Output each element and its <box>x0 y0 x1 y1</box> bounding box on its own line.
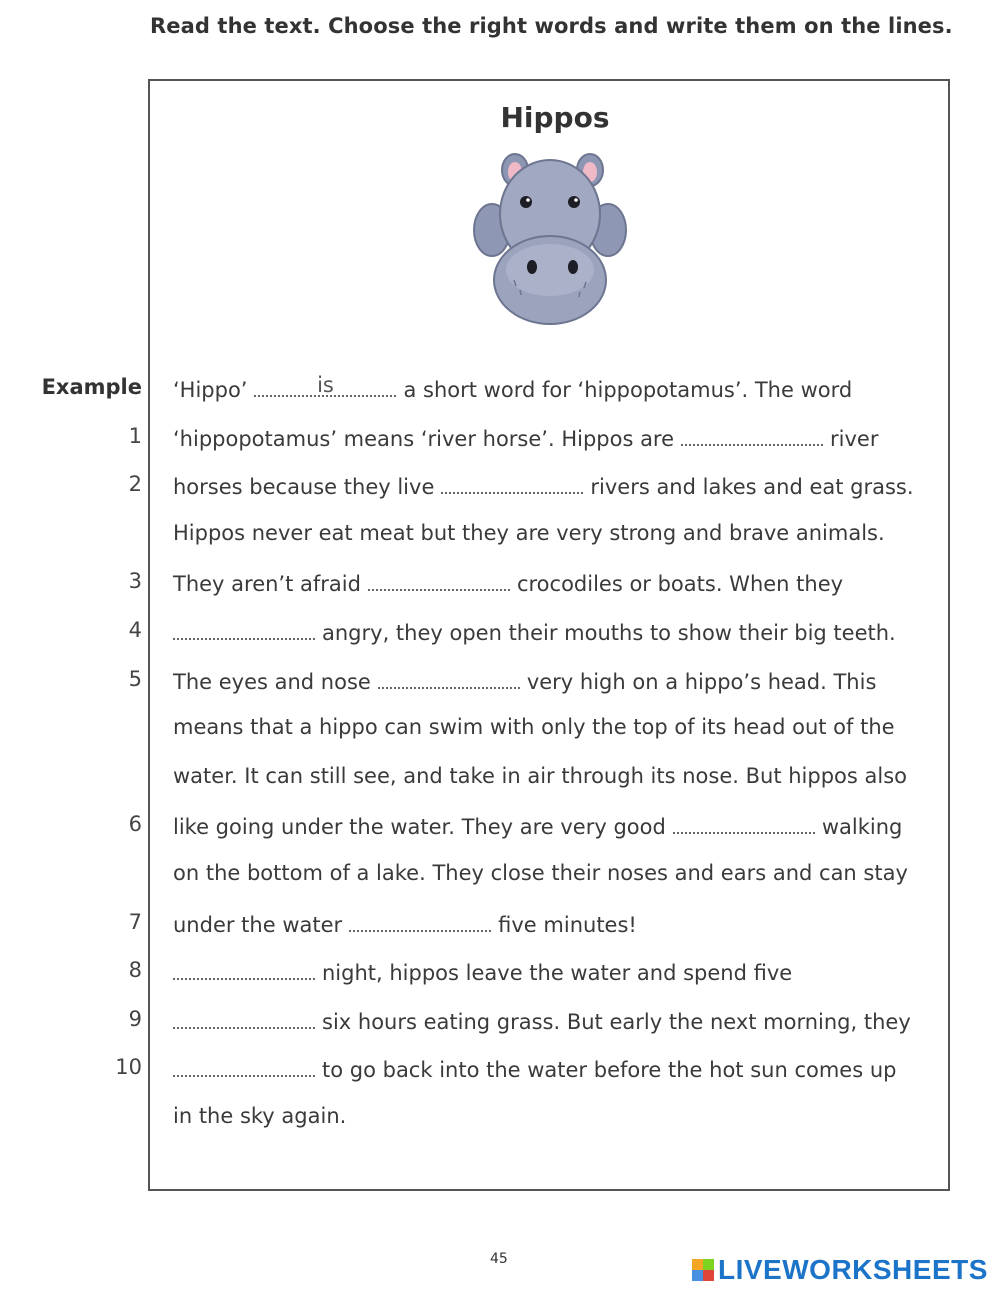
item-number: 5 <box>128 666 142 691</box>
answer-blank[interactable] <box>441 472 583 494</box>
answer-blank[interactable] <box>349 910 491 932</box>
row-text <box>173 569 843 596</box>
instructions: Read the text. Choose the right words and write them on the lines. <box>150 14 953 38</box>
item-number: 6 <box>128 812 142 837</box>
text-fragment: to go back into the water before the hot sun comes up <box>322 1058 897 1083</box>
text-fragment: water. It can still see, and take in air through its nose. But hippos also <box>173 763 907 788</box>
answer-blank[interactable] <box>378 667 520 689</box>
text-fragment: like going under the water. They are very good <box>173 815 666 840</box>
text-row <box>0 715 1000 759</box>
text-fragment: very high on a hippo’s head. This <box>526 669 877 694</box>
row-text <box>173 715 895 739</box>
row-text <box>173 472 914 499</box>
text-fragment: six hours eating grass. But early the next morning, they <box>322 1009 911 1034</box>
text-fragment: river <box>830 426 879 451</box>
row-text <box>173 618 896 645</box>
row-text <box>173 861 908 885</box>
text-row <box>0 910 1000 954</box>
text-row <box>0 1007 1000 1051</box>
text-fragment: walking <box>821 815 903 840</box>
row-text <box>173 910 637 937</box>
item-number: 3 <box>128 569 142 594</box>
text-row <box>0 521 1000 565</box>
text-row <box>0 472 1000 516</box>
text-fragment: under the water <box>173 912 343 937</box>
text-fragment: rivers and lakes and eat grass. <box>590 475 914 500</box>
item-number: 4 <box>128 618 142 642</box>
text-fragment: crocodiles or boats. When they <box>516 572 844 597</box>
text-row <box>0 861 1000 905</box>
text-row <box>0 958 1000 1002</box>
answer-blank[interactable] <box>368 569 510 591</box>
row-text <box>173 1007 911 1034</box>
text-row <box>0 812 1000 856</box>
answer-blank[interactable] <box>673 812 815 834</box>
answer-blank[interactable] <box>681 424 823 446</box>
text-fragment: They aren’t afraid <box>173 572 361 597</box>
row-text <box>173 667 876 694</box>
text-fragment: Hippos never eat meat but they are very strong and brave animals. <box>173 520 885 545</box>
row-text <box>173 424 878 451</box>
text-fragment: ‘Hippo’ <box>173 378 248 402</box>
item-number: 1 <box>128 423 142 448</box>
text-row <box>0 375 1000 419</box>
text-fragment: horses because they live <box>173 475 435 500</box>
row-text <box>173 1055 896 1082</box>
item-number: 2 <box>128 472 142 497</box>
brand-blocks-icon <box>692 1259 714 1281</box>
text-row <box>0 569 1000 613</box>
hippo-icon <box>470 152 630 330</box>
item-number: 10 <box>115 1055 142 1080</box>
example-answer: is <box>317 373 334 397</box>
worksheet-title: Hippos <box>500 101 610 134</box>
brand-name: LIVEWORKSHEETS <box>718 1254 988 1285</box>
row-text <box>173 958 792 985</box>
text-fragment: ‘hippopotamus’ means ‘river horse’. Hippos are <box>173 426 675 451</box>
example-label: Example <box>41 375 142 399</box>
text-row <box>0 764 1000 808</box>
text-fragment: a short word for ‘hippopotamus’. The word <box>403 378 853 402</box>
row-text <box>173 375 852 402</box>
text-fragment: means that a hippo can swim with only the top of its head out of the <box>173 715 895 740</box>
brand-logo[interactable] <box>692 1254 988 1286</box>
text-row <box>0 1104 1000 1148</box>
page-number: 45 <box>490 1251 508 1267</box>
text-fragment: on the bottom of a lake. They close their noses and ears and can stay <box>173 861 908 885</box>
row-text <box>173 764 907 788</box>
text-row <box>0 667 1000 711</box>
answer-blank[interactable] <box>173 958 315 980</box>
item-number: 8 <box>128 958 142 983</box>
row-text <box>173 1104 346 1128</box>
text-row <box>0 1055 1000 1099</box>
item-number: 9 <box>128 1006 142 1031</box>
row-text <box>173 521 885 545</box>
answer-blank[interactable] <box>173 1007 315 1029</box>
item-number: 7 <box>128 909 142 934</box>
example-answer-blank <box>254 375 396 397</box>
text-fragment: night, hippos leave the water and spend five <box>322 961 793 986</box>
text-fragment: angry, they open their mouths to show their big teeth. <box>322 621 896 645</box>
text-fragment: The eyes and nose <box>173 669 371 694</box>
answer-blank[interactable] <box>173 618 315 640</box>
row-text <box>173 812 902 839</box>
text-fragment: in the sky again. <box>173 1104 347 1128</box>
text-fragment: five minutes! <box>498 912 637 937</box>
text-row <box>0 618 1000 662</box>
text-row <box>0 424 1000 468</box>
answer-blank[interactable] <box>173 1055 315 1077</box>
